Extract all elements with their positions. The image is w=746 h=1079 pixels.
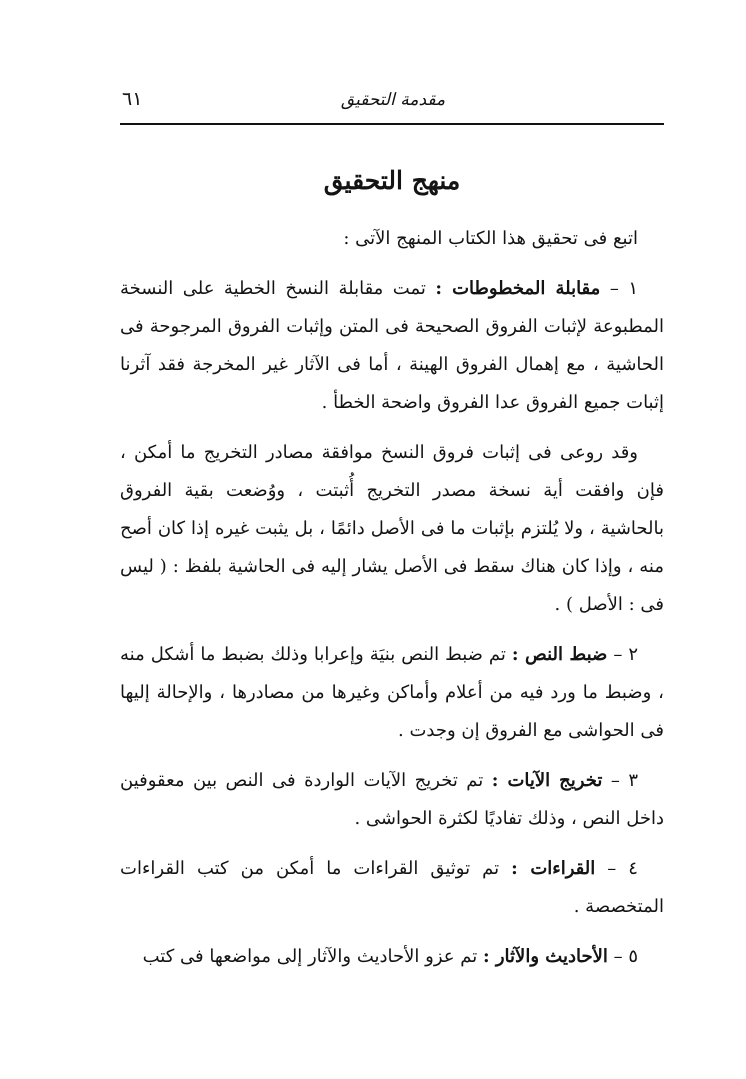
page-number: ٦١ [122,88,143,110]
item-text: تم توثيق القراءات ما أمكن من كتب القراءات المتخصصة . [120,858,664,917]
running-header [122,82,664,118]
item-term: الأحاديث والآثار : [482,946,608,967]
item-text: تم تخريج الآيات الواردة فى النص بين معقوفين داخل النص ، وذلك تفاديًا لكثرة الحواشى . [120,770,664,829]
item-number: ٢ – [613,644,638,665]
item-term: ضبط النص : [511,644,608,665]
item-text: تم عزو الأحاديث والآثار إلى مواضعها فى كتب [142,946,478,967]
item-text: تمت مقابلة النسخ الخطية على النسخة المطبوعة لإثبات الفروق الصحيحة فى المتن وإثبات الفروق المرجوحة فى الحاشية ، مع إهمال الفروق الهينة ، أما فى الآثار غير المخرجة فقد آثرنا إثبات جميع الفروق عدا الفروق واضحة الخطأ . [120,278,664,413]
item-number: ١ – [609,278,638,299]
intro-paragraph: اتبع فى تحقيق هذا الكتاب المنهج الآتى : [343,228,638,249]
continuation-paragraph [120,434,664,624]
item-number: ٥ – [613,946,638,967]
item-paragraph [120,636,664,750]
item-text: وقد روعى فى إثبات فروق النسخ موافقة مصادر التخريج ما أمكن ، فإن وافقت أية نسخة مصدر التخريج أُثبتت ، ووُضعت بقية الفروق بالحاشية ، ولا يُلتزم بإثبات ما فى الأصل دائمًا ، بل يثبت غيره إذا كان أصح منه ، وإذا كان هناك سقط فى الأصل يشار إليه فى الحاشية بلفظ : ( ليس فى : الأصل ) . [120,442,664,615]
item-paragraph [120,850,664,926]
body-text [120,220,664,988]
item-term: تخريج الآيات : [491,770,603,791]
item-text: تم ضبط النص بنيَة وإعرابا وذلك بضبط ما أشكل منه ، وضبط ما ورد فيه من أعلام وأماكن وغيرها من مصادرها ، والإحالة إليها فى الحواشى مع الفروق إن وجدت . [120,644,664,741]
item-paragraph [120,270,664,422]
item-paragraph [120,762,664,838]
item-term: القراءات : [511,858,596,879]
section-heading: منهج التحقيق [323,166,461,195]
item-paragraph [120,938,664,976]
item-number: ٤ – [607,858,638,879]
item-term: مقابلة المخطوطات : [435,278,601,299]
item-number: ٣ – [610,770,638,791]
header-rule [120,123,664,125]
running-header-title: مقدمة التحقيق [340,90,446,110]
